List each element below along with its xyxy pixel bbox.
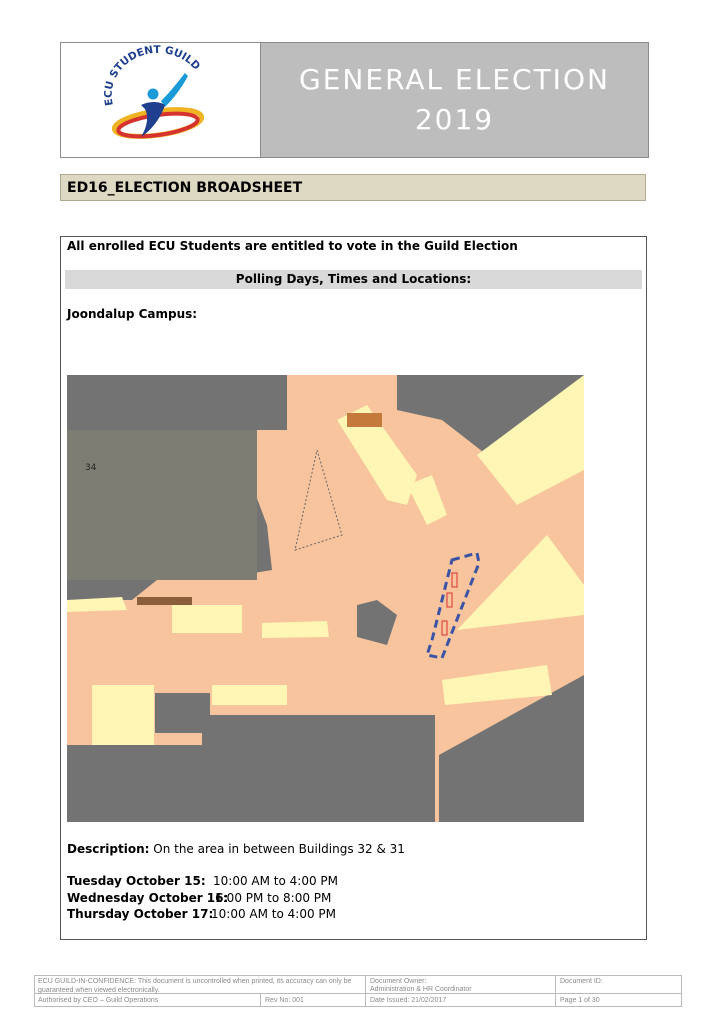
map-lawn [212, 685, 287, 705]
schedule-time: 1:00 PM to 8:00 PM [215, 891, 332, 905]
title-line-1: GENERAL ELECTION [299, 63, 610, 96]
footer-owner-label: Document Owner: [370, 978, 427, 985]
description [67, 842, 405, 856]
campus-map-graphic [67, 375, 584, 822]
schedule-time: 10:00 AM to 4:00 PM [213, 874, 338, 888]
svg-text:ECU STUDENT GUILD: ECU STUDENT GUILD [102, 43, 203, 107]
description-label: Description: [67, 842, 150, 856]
logo-cell [61, 43, 261, 157]
intro-text: All enrolled ECU Students are entitled to vote in the Guild Election [67, 239, 518, 253]
title-line-2: 2019 [414, 103, 495, 136]
schedule-day: Thursday October 17: [67, 907, 214, 921]
footer-rev: Rev No: 001 [265, 997, 304, 1004]
document-code-bar: ED16_ELECTION BROADSHEET [60, 174, 646, 201]
map-building [202, 715, 435, 822]
campus-map [67, 375, 584, 822]
map-lawn [92, 685, 154, 745]
campus-label: Joondalup Campus: [67, 307, 198, 321]
map-building-label: 34 [85, 463, 97, 473]
map-stairs [137, 597, 192, 605]
map-lawn [172, 605, 242, 633]
footer-owner: Administration & HR Coordinator [370, 986, 472, 993]
map-lawn [262, 621, 329, 638]
description-text: On the area in between Buildings 32 & 31 [153, 842, 405, 856]
footer-confidence: ECU GUILD-IN-CONFIDENCE: This document is uncontrolled when printed, its accuracy can only be guaranteed when viewed electronically. [38, 978, 352, 994]
footer-page: Page 1 of 30 [560, 997, 600, 1004]
document-footer [34, 975, 682, 1007]
map-building [155, 693, 210, 733]
section-title: Polling Days, Times and Locations: [65, 270, 642, 289]
document-header [60, 42, 649, 158]
map-building-34 [67, 430, 257, 580]
schedule-day: Tuesday October 15: [67, 874, 206, 888]
ecu-student-guild-logo [61, 43, 260, 157]
map-building [67, 745, 202, 822]
election-title [261, 43, 648, 157]
schedule-day: Wednesday October 16: [67, 891, 229, 905]
footer-doc-id: Document ID: [560, 978, 603, 985]
map-stairs [347, 413, 382, 427]
schedule-time: 10:00 AM to 4:00 PM [211, 907, 336, 921]
footer-authorised: Authorised by CEO – Guild Operations [38, 997, 159, 1004]
footer-issued: Date Issued: 21/02/2017 [370, 997, 447, 1004]
